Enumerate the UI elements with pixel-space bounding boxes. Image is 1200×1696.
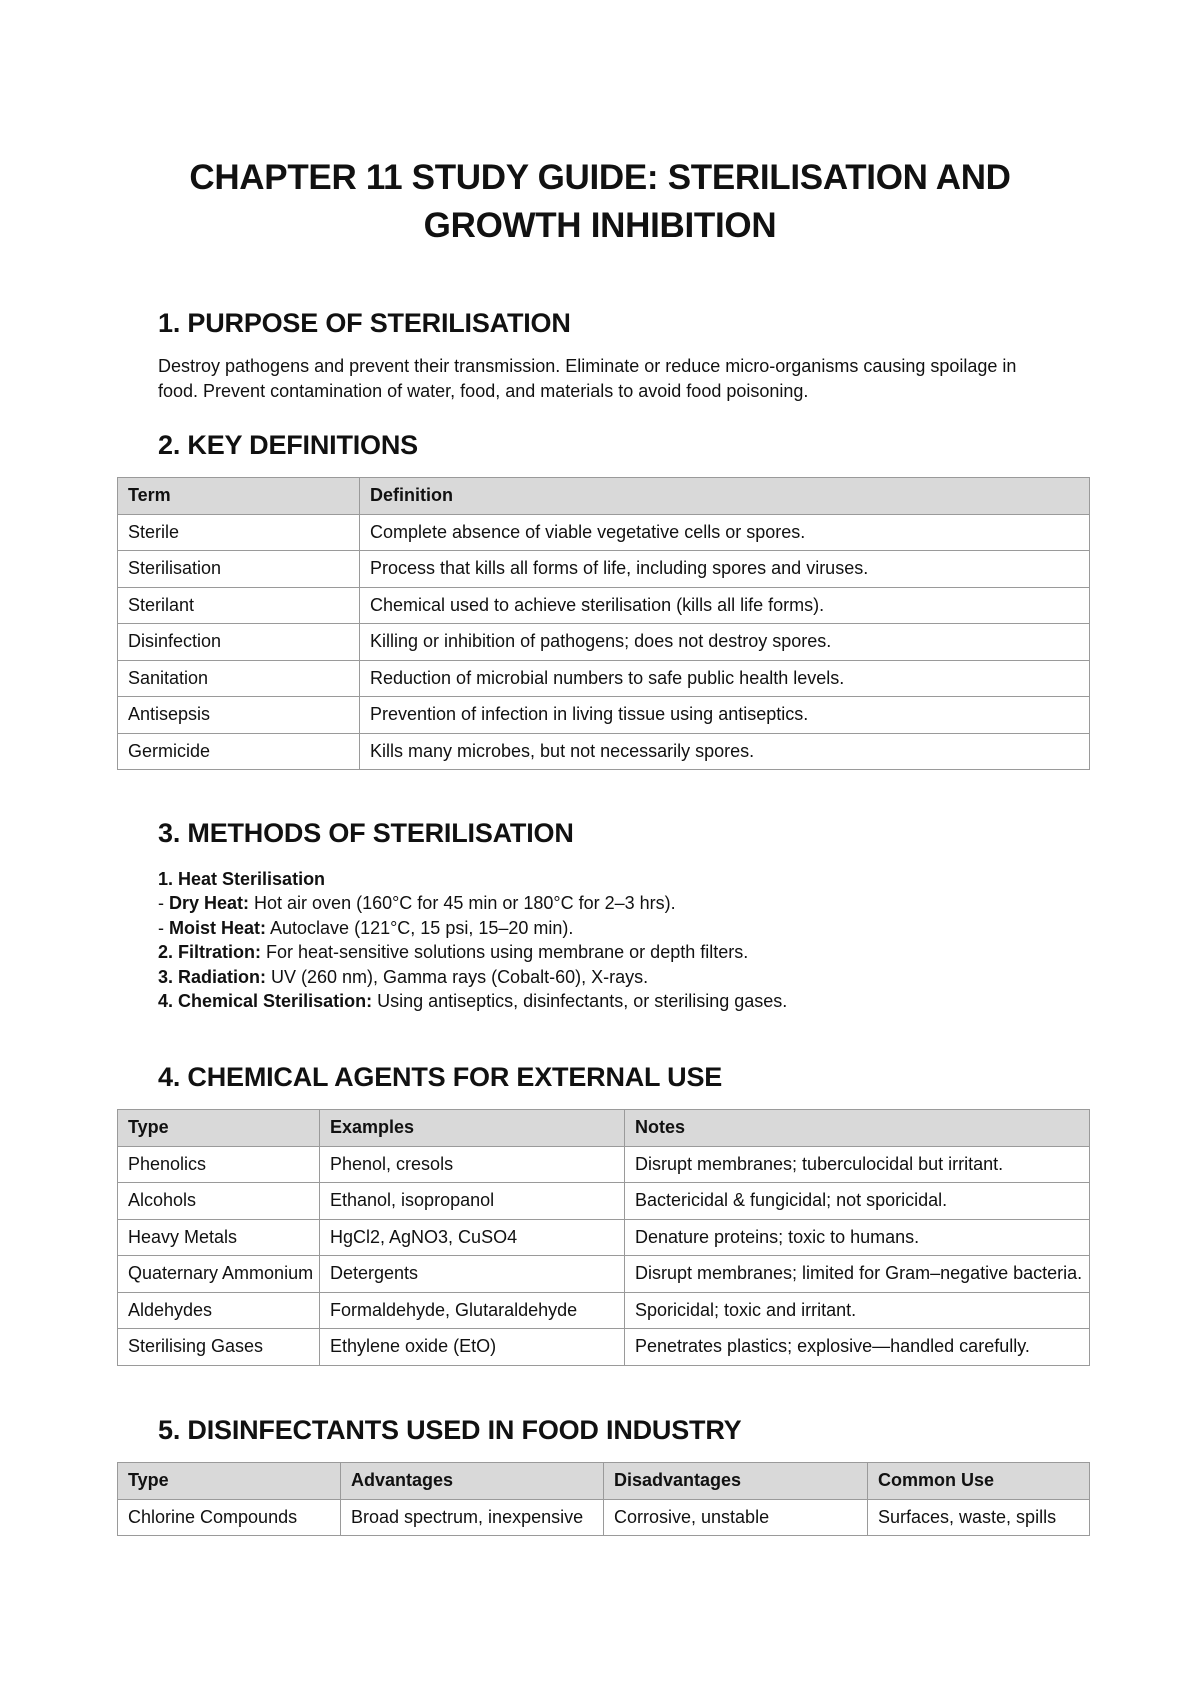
table-row	[118, 551, 1090, 588]
section-heading-chemical-agents: 4. CHEMICAL AGENTS FOR EXTERNAL USE	[158, 1062, 723, 1092]
method-line	[158, 989, 1058, 1013]
table-row	[118, 514, 1090, 551]
document-title: CHAPTER 11 STUDY GUIDE: STERILISATION AND GROWTH INHIBITION	[189, 158, 1011, 245]
section-heading-food-disinfectants: 5. DISINFECTANTS USED IN FOOD INDUSTRY	[158, 1415, 742, 1445]
table-cell: Alcohols	[118, 1183, 320, 1220]
table-cell: Ethylene oxide (EtO)	[320, 1329, 625, 1366]
column-header: Advantages	[341, 1463, 604, 1500]
table-row	[118, 1499, 1090, 1536]
method-text: For heat-sensitive solutions using membrane or depth filters.	[261, 942, 749, 963]
food-disinfectants-table	[117, 1462, 1090, 1536]
table-cell: Formaldehyde, Glutaraldehyde	[320, 1292, 625, 1329]
column-header: Common Use	[868, 1463, 1090, 1500]
method-label: 1. Heat Sterilisation	[158, 869, 326, 889]
table-cell: Surfaces, waste, spills	[868, 1499, 1090, 1536]
table-cell: Aldehydes	[118, 1292, 320, 1329]
table-cell: Disrupt membranes; tuberculocidal but irritant.	[625, 1146, 1090, 1183]
table-row	[118, 1219, 1090, 1256]
table-cell: Sterile	[118, 514, 360, 551]
section-heading-methods: 3. METHODS OF STERILISATION	[158, 818, 574, 848]
methods-list	[158, 867, 1058, 1013]
definitions-table	[117, 477, 1090, 770]
table-row	[118, 697, 1090, 734]
table-cell: Heavy Metals	[118, 1219, 320, 1256]
method-line	[158, 940, 1058, 964]
table-cell: Sterilisation	[118, 551, 360, 588]
table-cell: Bactericidal & fungicidal; not sporicidal.	[625, 1183, 1090, 1220]
method-line	[158, 965, 1058, 989]
table-header-row	[118, 1463, 1090, 1500]
method-prefix: -	[158, 893, 169, 914]
method-label: Dry Heat:	[169, 893, 250, 914]
table-row	[118, 1292, 1090, 1329]
table-row	[118, 733, 1090, 770]
table-cell: Detergents	[320, 1256, 625, 1293]
table-cell: Chlorine Compounds	[118, 1499, 341, 1536]
table-cell: Antisepsis	[118, 697, 360, 734]
table-cell: Corrosive, unstable	[604, 1499, 868, 1536]
column-header: Disadvantages	[604, 1463, 868, 1500]
table-cell: Quaternary Ammonium	[118, 1256, 320, 1293]
table-cell: Complete absence of viable vegetative cells or spores.	[360, 514, 1090, 551]
table-cell: Disinfection	[118, 624, 360, 661]
table-cell: Sterilant	[118, 587, 360, 624]
table-cell: Sporicidal; toxic and irritant.	[625, 1292, 1090, 1329]
table-row	[118, 587, 1090, 624]
table-cell: Sterilising Gases	[118, 1329, 320, 1366]
table-cell: Process that kills all forms of life, including spores and viruses.	[360, 551, 1090, 588]
table-cell: Phenolics	[118, 1146, 320, 1183]
table-header-row	[118, 478, 1090, 515]
column-header: Type	[118, 1110, 320, 1147]
table-cell: Reduction of microbial numbers to safe public health levels.	[360, 660, 1090, 697]
method-label: Moist Heat:	[169, 917, 267, 938]
table-row	[118, 1256, 1090, 1293]
table-row	[118, 624, 1090, 661]
table-cell: Penetrates plastics; explosive—handled carefully.	[625, 1329, 1090, 1366]
table-cell: Disrupt membranes; limited for Gram–negative bacteria.	[625, 1256, 1090, 1293]
section-heading-definitions: 2. KEY DEFINITIONS	[158, 430, 418, 460]
table-cell: HgCl2, AgNO3, CuSO4	[320, 1219, 625, 1256]
table-cell: Kills many microbes, but not necessarily spores.	[360, 733, 1090, 770]
table-row	[118, 1183, 1090, 1220]
method-line	[158, 916, 1058, 940]
chemical-agents-table	[117, 1109, 1090, 1366]
method-text: Using antiseptics, disinfectants, or sterilising gases.	[372, 991, 788, 1012]
table-cell: Chemical used to achieve sterilisation (kills all life forms).	[360, 587, 1090, 624]
table-row	[118, 1146, 1090, 1183]
table-cell: Ethanol, isopropanol	[320, 1183, 625, 1220]
column-header: Notes	[625, 1110, 1090, 1147]
method-label: 2. Filtration:	[158, 942, 261, 963]
table-cell: Killing or inhibition of pathogens; does not destroy spores.	[360, 624, 1090, 661]
table-cell: Broad spectrum, inexpensive	[341, 1499, 604, 1536]
method-line	[158, 891, 1058, 915]
table-cell: Sanitation	[118, 660, 360, 697]
method-text: Autoclave (121°C, 15 psi, 15–20 min).	[266, 917, 574, 938]
table-header-row	[118, 1110, 1090, 1147]
table-cell: Phenol, cresols	[320, 1146, 625, 1183]
column-header: Definition	[360, 478, 1090, 515]
column-header: Term	[118, 478, 360, 515]
column-header: Type	[118, 1463, 341, 1500]
section-heading-purpose: 1. PURPOSE OF STERILISATION	[158, 308, 571, 338]
table-cell: Germicide	[118, 733, 360, 770]
method-prefix: -	[158, 917, 169, 938]
column-header: Examples	[320, 1110, 625, 1147]
method-label: 3. Radiation:	[158, 966, 267, 987]
table-cell: Denature proteins; toxic to humans.	[625, 1219, 1090, 1256]
table-row	[118, 660, 1090, 697]
method-text: UV (260 nm), Gamma rays (Cobalt-60), X-rays.	[266, 966, 649, 987]
method-text: Hot air oven (160°C for 45 min or 180°C for 2–3 hrs).	[249, 893, 676, 914]
method-line	[158, 867, 1058, 891]
table-row	[118, 1329, 1090, 1366]
table-cell: Prevention of infection in living tissue using antiseptics.	[360, 697, 1090, 734]
method-label: 4. Chemical Sterilisation:	[158, 991, 373, 1012]
purpose-paragraph: Destroy pathogens and prevent their transmission. Eliminate or reduce micro-organisms causing spoilage in food. Prevent contamination of water, food, and materials to avoid food poisoning.	[158, 356, 1017, 401]
